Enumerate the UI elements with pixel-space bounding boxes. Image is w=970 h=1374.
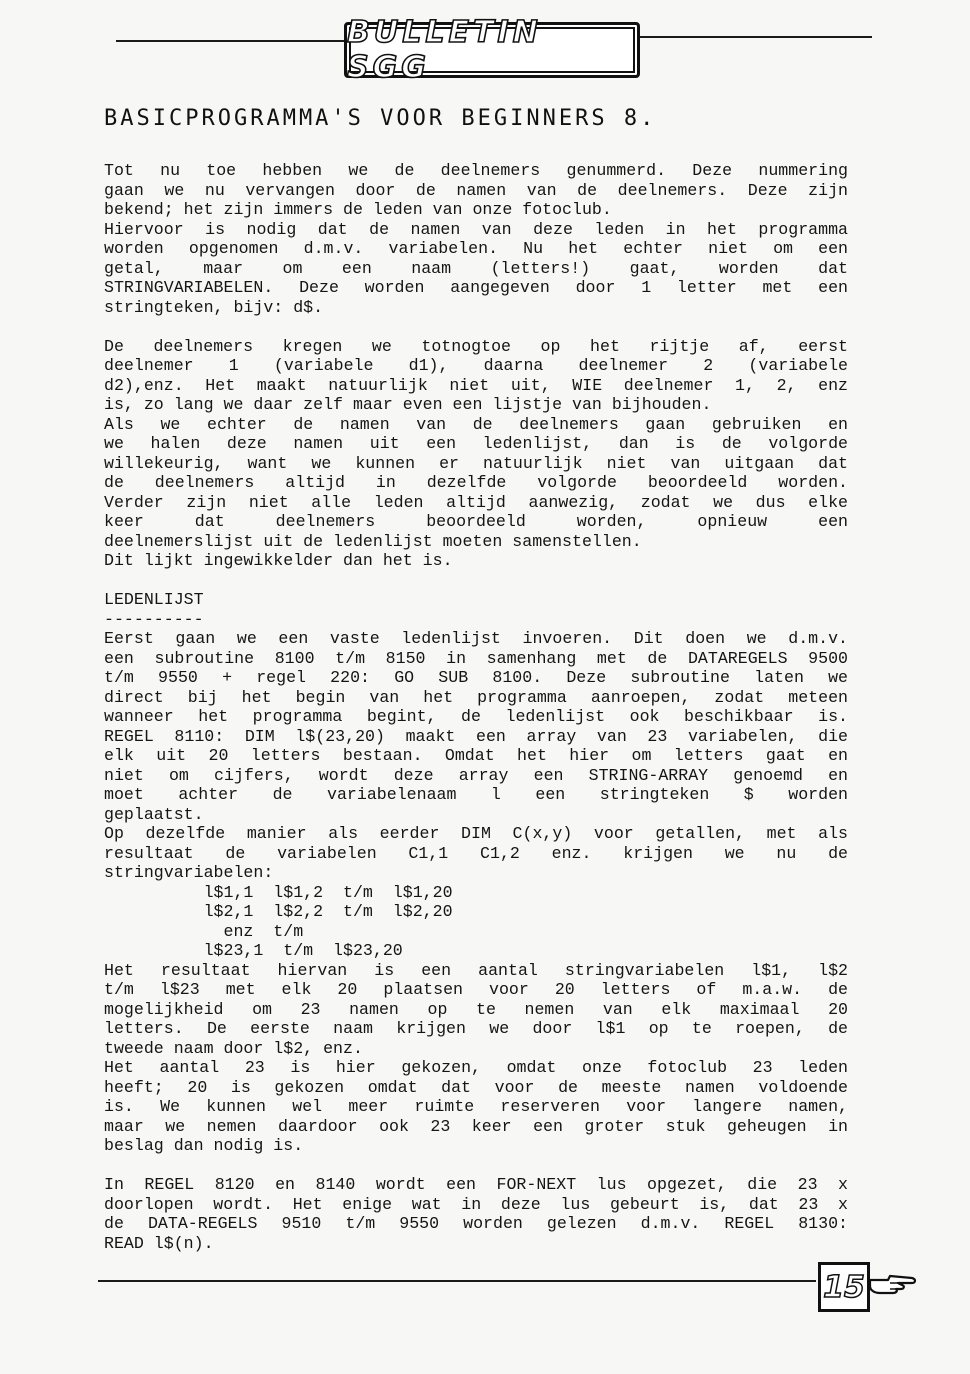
bulletin-logo: BULLETIN SGG [344,22,640,78]
pointing-hand-icon [868,1272,918,1298]
text-line: moet achter de variabelenaam l een stringteken $ worden [104,785,848,804]
text-line: stringvariabelen: [104,863,274,882]
text-line: is, zo lang we daar zelf maar even een lijstje van bijhouden. [104,395,712,414]
text-line: geplaatst. [104,804,204,824]
text-line: getal, maar om een naam (letters!) gaat, worden dat [104,258,848,278]
article-title: BASICPROGRAMMA'S VOOR BEGINNERS 8. [104,106,657,131]
text-line: beslag dan nodig is. [104,1136,304,1155]
text-line: REGEL 8110: DIM l$(23,20) maakt een array van 23 variabelen, die [104,726,848,746]
text-line: Verder zijn niet alle leden altijd aanwezig, zodat we dus elke [104,492,848,512]
text-line: In REGEL 8120 en 8140 wordt een FOR-NEXT lus opgezet, die 23 x [104,1175,848,1194]
text-line: Eerst gaan we een vaste ledenlijst invoeren. Dit doen we d.m.v. [104,629,848,648]
text-line: elk uit 20 letters bestaan. Omdat het hier om letters gaat en [104,746,848,765]
text-line: STRINGVARIABELEN. Deze worden aangegeven door 1 letter met een [104,278,848,297]
text-line: Tot nu toe hebben we de deelnemers genummerd. Deze nummering [104,161,848,180]
text-line: direct bij het begin van het programma aanroepen, zodat meteen [104,687,848,707]
text-line: doorlopen wordt. Het enige wat in deze lus gebeurt is, dat 23 x [104,1194,848,1214]
text-line: Het resultaat hiervan is een aantal stringvariabelen l$1, l$2 [104,960,848,980]
text-line: letters. De eerste naam krijgen we door l$1 op te roepen, de [104,1019,848,1038]
footer-rule [98,1280,816,1282]
text-line: Hiervoor is nodig dat de namen van deze leden in het programma [104,219,848,239]
text-line: maar we nemen daardoor ook 23 keer een groter stuk geheugen in [104,1116,848,1136]
text-line: bekend; het zijn immers de leden van onze fotoclub. [104,200,612,219]
paragraph-gap [104,317,848,337]
text-line: d2),enz. Het maakt natuurlijk niet uit, WIE deelnemer 1, 2, enz [104,375,848,395]
text-line: niet om cijfers, wordt deze array een STRING-ARRAY genoemd en [104,765,848,785]
text-line: willekeurig, want we kunnen er natuurlijk niet van uitgaan dat [104,453,848,473]
text-line: is. We kunnen wel meer ruimte reserveren voor langere namen, [104,1097,848,1116]
text-line: keer dat deelnemers beoordeeld worden, opnieuw een [104,512,848,531]
text-line: worden opgenomen d.m.v. variabelen. Nu het echter niet om een [104,239,848,258]
text-line: we halen deze namen uit een ledenlijst, dan is de volgorde [104,434,848,453]
text-line: resultaat de variabelen C1,1 C1,2 enz. krijgen we nu de [104,843,848,863]
text-line: tweede naam door l$2, enz. [104,1038,363,1058]
article-body [104,161,848,1253]
paragraph-gap [104,1156,848,1176]
text-line: Het aantal 23 is hier gekozen, omdat onze fotoclub 23 leden [104,1058,848,1077]
text-line: deelnemer 1 (variabele d1), daarna deelnemer 2 (variabele [104,356,848,375]
text-line: De deelnemers kregen we totnogtoe op het rijtje af, eerst [104,336,848,356]
text-line: de deelnemers altijd in dezelfde volgorde beoordeeld worden. [104,473,848,492]
text-line: de DATA-REGELS 9510 t/m 9550 worden gelezen d.m.v. REGEL 8130: [104,1214,848,1233]
header-rule-right [632,36,872,38]
paragraph-gap [104,571,848,591]
header-rule-left [116,40,346,42]
text-line: LEDENLIJST [104,590,204,609]
text-line: stringteken, bijv: d$. [104,297,324,317]
text-line: heeft; 20 is gekozen omdat dat voor de meeste namen voldoende [104,1077,848,1097]
text-line: wanneer het programma begint, de ledenlijst ook beschikbaar is. [104,707,848,726]
text-line: mogelijkheid om 23 namen op te nemen van elk maximaal 20 [104,999,848,1019]
text-line: gaan we nu vervangen door de namen van de deelnemers. Deze zijn [104,180,848,200]
text-line: t/m l$23 met elk 20 plaatsen voor 20 letters of m.a.w. de [104,980,848,999]
text-line: t/m 9550 + regel 220: GO SUB 8100. Deze subroutine laten we [104,668,848,687]
text-line: Dit lijkt ingewikkelder dan het is. [104,551,453,570]
text-line: l$23,1 t/m l$23,20 [104,941,403,960]
text-line: ---------- [104,609,204,629]
text-line: l$1,1 l$1,2 t/m l$1,20 [104,882,453,902]
text-line: READ l$(n). [104,1233,214,1253]
page-number: 15 [818,1262,870,1312]
text-line: Als we echter de namen van de deelnemers gaan gebruiken en [104,414,848,434]
text-line: Op dezelfde manier als eerder DIM C(x,y) voor getallen, met als [104,824,848,843]
text-line: deelnemerslijst uit de ledenlijst moeten samenstellen. [104,531,642,551]
text-line: l$2,1 l$2,2 t/m l$2,20 [104,902,453,921]
text-line: een subroutine 8100 t/m 8150 in samenhang met de DATAREGELS 9500 [104,648,848,668]
text-line: enz t/m [104,921,304,941]
